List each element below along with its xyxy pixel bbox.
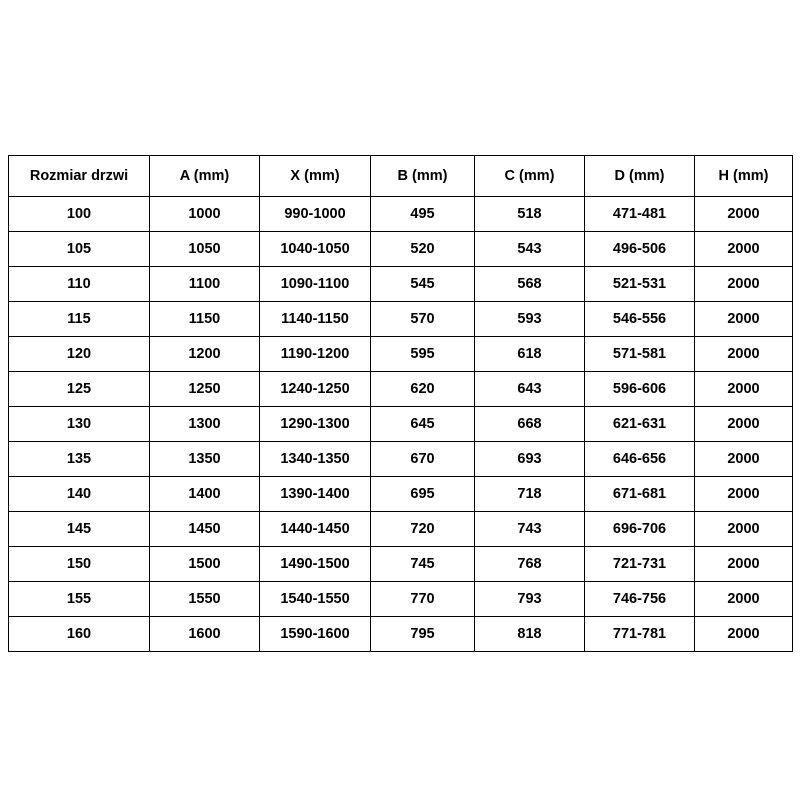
cell-b: 520 xyxy=(371,232,475,267)
column-header-rozmiar-drzwi: Rozmiar drzwi xyxy=(9,156,150,197)
table-row xyxy=(9,197,793,232)
cell-a: 1150 xyxy=(150,302,260,337)
cell-c: 743 xyxy=(475,512,585,547)
cell-c: 618 xyxy=(475,337,585,372)
cell-a: 1200 xyxy=(150,337,260,372)
cell-rozmiar-drzwi: 100 xyxy=(9,197,150,232)
cell-rozmiar-drzwi: 115 xyxy=(9,302,150,337)
cell-rozmiar-drzwi: 125 xyxy=(9,372,150,407)
table-row xyxy=(9,267,793,302)
table-row xyxy=(9,232,793,267)
cell-a: 1400 xyxy=(150,477,260,512)
cell-h: 2000 xyxy=(695,337,793,372)
column-header-h: H (mm) xyxy=(695,156,793,197)
cell-d: 571-581 xyxy=(585,337,695,372)
cell-c: 818 xyxy=(475,617,585,652)
cell-x: 1140-1150 xyxy=(260,302,371,337)
cell-a: 1450 xyxy=(150,512,260,547)
cell-h: 2000 xyxy=(695,197,793,232)
cell-h: 2000 xyxy=(695,477,793,512)
cell-b: 770 xyxy=(371,582,475,617)
cell-a: 1250 xyxy=(150,372,260,407)
cell-x: 1540-1550 xyxy=(260,582,371,617)
cell-d: 546-556 xyxy=(585,302,695,337)
cell-b: 645 xyxy=(371,407,475,442)
cell-b: 745 xyxy=(371,547,475,582)
cell-a: 1000 xyxy=(150,197,260,232)
cell-h: 2000 xyxy=(695,232,793,267)
cell-d: 496-506 xyxy=(585,232,695,267)
table-header xyxy=(9,156,793,197)
column-header-x: X (mm) xyxy=(260,156,371,197)
cell-b: 545 xyxy=(371,267,475,302)
cell-c: 593 xyxy=(475,302,585,337)
cell-rozmiar-drzwi: 155 xyxy=(9,582,150,617)
cell-h: 2000 xyxy=(695,372,793,407)
cell-d: 696-706 xyxy=(585,512,695,547)
cell-d: 646-656 xyxy=(585,442,695,477)
door-size-table xyxy=(8,155,793,652)
table-header-row xyxy=(9,156,793,197)
cell-rozmiar-drzwi: 135 xyxy=(9,442,150,477)
cell-a: 1550 xyxy=(150,582,260,617)
cell-c: 543 xyxy=(475,232,585,267)
cell-d: 471-481 xyxy=(585,197,695,232)
cell-a: 1100 xyxy=(150,267,260,302)
cell-c: 518 xyxy=(475,197,585,232)
cell-d: 746-756 xyxy=(585,582,695,617)
table-row xyxy=(9,477,793,512)
cell-d: 671-681 xyxy=(585,477,695,512)
table-row xyxy=(9,372,793,407)
cell-h: 2000 xyxy=(695,582,793,617)
table-row xyxy=(9,442,793,477)
cell-x: 1390-1400 xyxy=(260,477,371,512)
cell-x: 1090-1100 xyxy=(260,267,371,302)
cell-h: 2000 xyxy=(695,267,793,302)
cell-rozmiar-drzwi: 120 xyxy=(9,337,150,372)
cell-h: 2000 xyxy=(695,617,793,652)
cell-d: 721-731 xyxy=(585,547,695,582)
cell-b: 795 xyxy=(371,617,475,652)
cell-x: 1290-1300 xyxy=(260,407,371,442)
cell-d: 621-631 xyxy=(585,407,695,442)
cell-h: 2000 xyxy=(695,407,793,442)
cell-x: 990-1000 xyxy=(260,197,371,232)
cell-h: 2000 xyxy=(695,442,793,477)
cell-x: 1490-1500 xyxy=(260,547,371,582)
cell-h: 2000 xyxy=(695,512,793,547)
cell-rozmiar-drzwi: 160 xyxy=(9,617,150,652)
cell-rozmiar-drzwi: 145 xyxy=(9,512,150,547)
cell-d: 521-531 xyxy=(585,267,695,302)
table-row xyxy=(9,512,793,547)
table-row xyxy=(9,302,793,337)
cell-c: 793 xyxy=(475,582,585,617)
size-table-container xyxy=(8,155,792,652)
cell-x: 1040-1050 xyxy=(260,232,371,267)
table-row xyxy=(9,547,793,582)
cell-a: 1300 xyxy=(150,407,260,442)
cell-a: 1500 xyxy=(150,547,260,582)
cell-b: 620 xyxy=(371,372,475,407)
cell-d: 771-781 xyxy=(585,617,695,652)
column-header-a: A (mm) xyxy=(150,156,260,197)
cell-rozmiar-drzwi: 110 xyxy=(9,267,150,302)
column-header-b: B (mm) xyxy=(371,156,475,197)
cell-x: 1340-1350 xyxy=(260,442,371,477)
cell-b: 670 xyxy=(371,442,475,477)
cell-a: 1050 xyxy=(150,232,260,267)
cell-h: 2000 xyxy=(695,302,793,337)
table-row xyxy=(9,407,793,442)
cell-b: 695 xyxy=(371,477,475,512)
cell-c: 718 xyxy=(475,477,585,512)
cell-a: 1600 xyxy=(150,617,260,652)
table-row xyxy=(9,582,793,617)
cell-b: 570 xyxy=(371,302,475,337)
cell-rozmiar-drzwi: 130 xyxy=(9,407,150,442)
table-body xyxy=(9,197,793,652)
cell-c: 668 xyxy=(475,407,585,442)
cell-x: 1190-1200 xyxy=(260,337,371,372)
table-row xyxy=(9,337,793,372)
cell-x: 1440-1450 xyxy=(260,512,371,547)
cell-a: 1350 xyxy=(150,442,260,477)
column-header-d: D (mm) xyxy=(585,156,695,197)
cell-c: 693 xyxy=(475,442,585,477)
cell-d: 596-606 xyxy=(585,372,695,407)
table-row xyxy=(9,617,793,652)
cell-c: 768 xyxy=(475,547,585,582)
cell-c: 568 xyxy=(475,267,585,302)
cell-x: 1240-1250 xyxy=(260,372,371,407)
cell-b: 495 xyxy=(371,197,475,232)
cell-h: 2000 xyxy=(695,547,793,582)
cell-rozmiar-drzwi: 105 xyxy=(9,232,150,267)
cell-c: 643 xyxy=(475,372,585,407)
cell-b: 720 xyxy=(371,512,475,547)
cell-x: 1590-1600 xyxy=(260,617,371,652)
column-header-c: C (mm) xyxy=(475,156,585,197)
cell-rozmiar-drzwi: 140 xyxy=(9,477,150,512)
cell-b: 595 xyxy=(371,337,475,372)
cell-rozmiar-drzwi: 150 xyxy=(9,547,150,582)
